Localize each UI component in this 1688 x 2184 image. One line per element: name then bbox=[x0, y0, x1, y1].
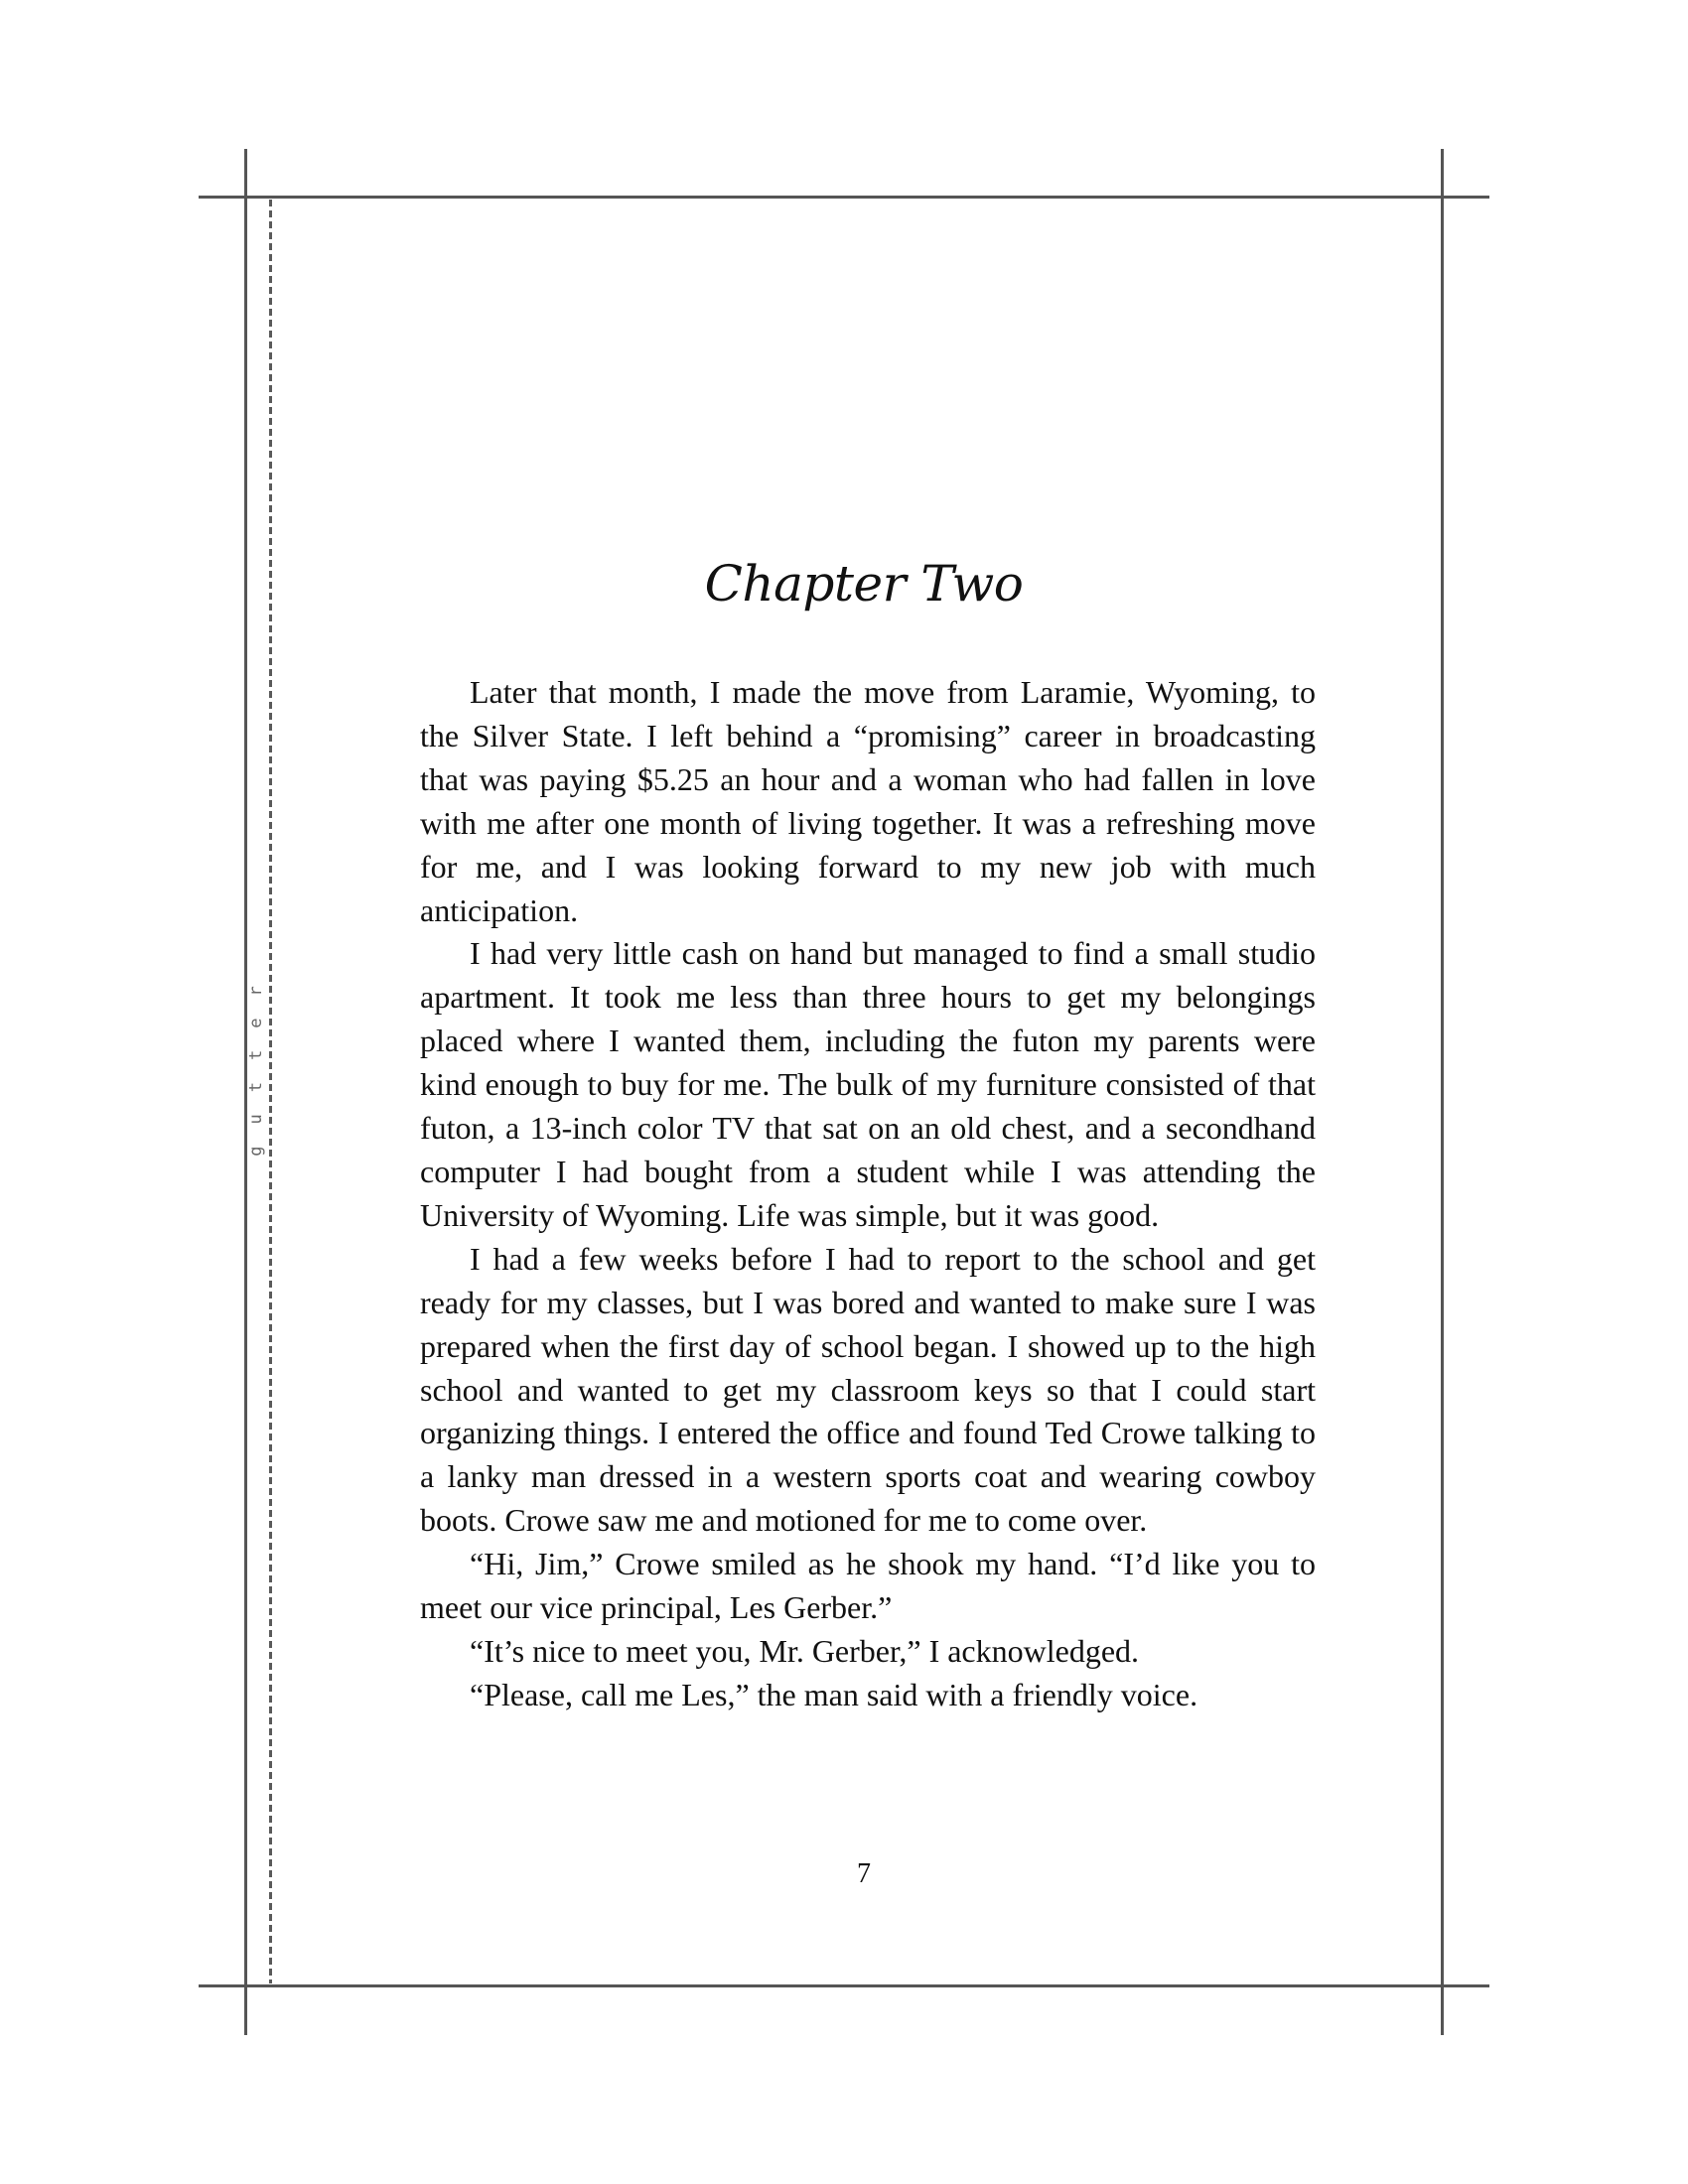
page-number bbox=[0, 1858, 1688, 1890]
paragraph: I had a few weeks before I had to report to the school and get ready for my classes, but I was bored and wanted to make sure I was prepared when the first day of school began. I showed up to the high school and wanted to get my classroom keys so that I could start organizing things. I entered the office and found Ted Crowe talking to a lanky man dressed in a western sports coat and wearing cowboy boots. Crowe saw me and motioned for me to come over. bbox=[420, 1240, 1316, 1539]
paragraph: I had very little cash on hand but managed to find a small studio apartment. It took me less than three hours to get my belongings placed where I wanted them, including the futon my parents were kind enough to buy for me. The bulk of my furniture consisted of that futon, a 13-inch color TV that sat on an old chest, and a secondhand computer I had bought from a student while I was attending the University of Wyoming. Life was simple, but it was good. bbox=[420, 935, 1316, 1233]
body-text bbox=[420, 671, 1316, 1717]
chapter-title-text: Chapter Two bbox=[704, 555, 1024, 613]
paragraph: Later that month, I made the move from Laramie, Wyoming, to the Silver State. I left behind a “promising” career in broadcasting that was paying $5.25 an hour and a woman who had fallen in love with me after one month of living together. It was a refreshing move for me, and I was looking forward to my new job with much anticipation. bbox=[420, 674, 1316, 928]
paragraph: “It’s nice to meet you, Mr. Gerber,” I acknowledged. bbox=[470, 1632, 1140, 1669]
gutter-label: gutter bbox=[246, 964, 266, 1157]
crop-line-top bbox=[199, 196, 1489, 199]
paragraph: “Please, call me Les,” the man said with a friendly voice. bbox=[470, 1676, 1198, 1712]
page-number-text: 7 bbox=[857, 1858, 871, 1889]
paragraph: “Hi, Jim,” Crowe smiled as he shook my hand. “I’d like you to meet our vice principal, Les Gerber.” bbox=[420, 1546, 1316, 1626]
gutter-dashed-line bbox=[269, 200, 272, 1983]
crop-line-bottom bbox=[199, 1984, 1489, 1987]
chapter-title bbox=[0, 544, 1688, 623]
crop-line-right bbox=[1441, 149, 1444, 2035]
